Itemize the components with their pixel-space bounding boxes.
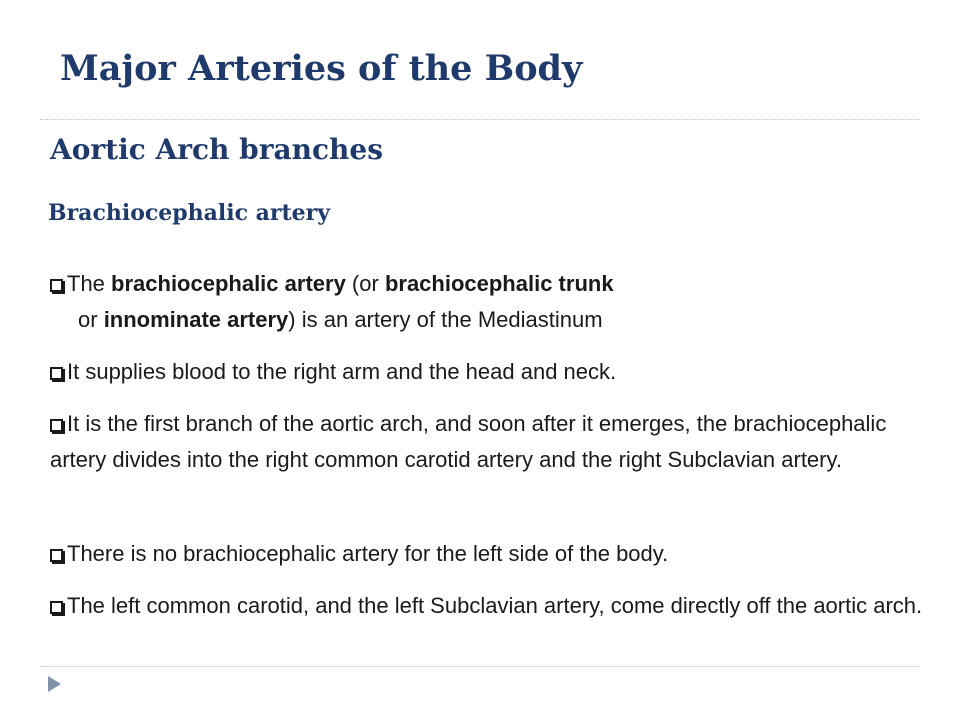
bullet-3	[50, 406, 940, 478]
bullet-1-text-4: ) is an artery of the Mediastinum	[288, 307, 603, 332]
bullet-1-text-3: or	[78, 307, 104, 332]
bullet-2	[50, 354, 940, 390]
bullet-1-bold-3: innominate artery	[103, 307, 289, 332]
section-heading: Brachiocephalic artery	[48, 200, 331, 226]
footer-divider	[40, 666, 920, 667]
bullet-5-text: The left common carotid, and the left Subclavian artery, come directly off the aortic arch.	[67, 593, 923, 618]
bullet-4-text: There is no brachiocephalic artery for the left side of the body.	[67, 541, 669, 566]
checkbox-bullet-icon	[50, 601, 63, 614]
triangle-right-icon	[48, 676, 61, 692]
checkbox-bullet-icon	[50, 367, 63, 380]
bullet-1-text-2: (or	[345, 271, 385, 296]
page-title: Major Arteries of the Body	[60, 48, 583, 89]
checkbox-bullet-icon	[50, 419, 63, 432]
bullet-1	[50, 266, 940, 338]
section-subtitle: Aortic Arch branches	[50, 133, 383, 166]
checkbox-bullet-icon	[50, 549, 63, 562]
bullet-2-text: It supplies blood to the right arm and the head and neck.	[67, 359, 617, 384]
bullet-5	[50, 588, 940, 624]
bullet-1-bold-1: brachiocephalic artery	[111, 271, 346, 296]
bullet-1-text-1: The	[67, 271, 112, 296]
bullet-1-bold-2: brachiocephalic trunk	[384, 271, 614, 296]
title-divider	[40, 119, 920, 120]
checkbox-bullet-icon	[50, 279, 63, 292]
bullet-4	[50, 536, 940, 572]
bullet-3-text: It is the first branch of the aortic arch, and soon after it emerges, the brachiocephalic artery divides into the right common carotid artery and the right Subclavian artery.	[50, 411, 887, 472]
